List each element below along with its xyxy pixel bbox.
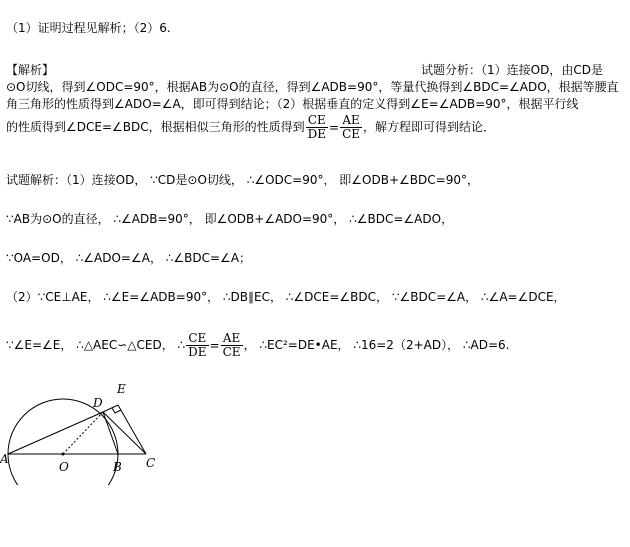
segment-dc: [103, 412, 146, 454]
fraction-denominator: DE: [307, 127, 327, 141]
segment-de: [103, 405, 118, 412]
label-b: B: [113, 460, 122, 474]
segment-od: [63, 412, 103, 454]
segment-db: [103, 412, 118, 454]
label-o: O: [59, 460, 69, 474]
geometry-figure: [0, 375, 180, 485]
analysis-line-4: [6, 113, 495, 142]
analysis-line-1: 试题分析：（1）连接OD，由CD是: [421, 63, 603, 77]
solution-line-5: [6, 330, 509, 361]
solution-line-5a: ∵∠E=∠E， ∴△AEC∽△CED， ∴: [6, 338, 186, 352]
segment-ec: [118, 405, 146, 454]
fraction-denominator: DE: [188, 345, 207, 359]
label-a: A: [0, 452, 9, 466]
fraction-denominator: CE: [342, 127, 361, 141]
analysis-fraction-ce-de: [306, 114, 328, 141]
fraction-numerator: AE: [221, 332, 243, 346]
point-o: [62, 453, 65, 456]
solution-line-4: （2）∵CE⊥AE， ∴∠E=∠ADB=90°， ∴DB∥EC， ∴∠DCE=∠BDC， ∵∠BDC=∠A， ∴∠A=∠DCE，: [6, 290, 566, 304]
analysis-line-2: ⊙O切线，得到∠ODC=90°，根据AB为⊙O的直径，得到∠ADB=90°，等量代换得到∠BDC=∠ADO，根据等腰直: [6, 80, 619, 94]
analysis-line-4a: 的性质得到∠DCE=∠BDC，根据相似三角形的性质得到: [6, 120, 305, 134]
fraction-denominator: CE: [222, 345, 241, 359]
solution-fraction-ae-ce: [221, 332, 243, 359]
fraction-numerator: CE: [186, 332, 208, 346]
segment-ad: [8, 412, 103, 454]
solution-line-2: ∵AB为⊙O的直径， ∴∠ADB=90°， 即∠ODB+∠ADO=90°， ∴∠BDC=∠ADO，: [6, 212, 454, 226]
label-e: E: [117, 382, 126, 396]
label-c: C: [146, 456, 156, 470]
analysis-line-3: 角三角形的性质得到∠ADO=∠A，即可得到结论；（2）根据垂直的定义得到∠E=∠ADB=90°，根据平行线: [6, 97, 579, 111]
solution-fraction-ce-de: [186, 332, 208, 359]
fraction-numerator: AE: [340, 114, 362, 128]
equals-sign: =: [209, 338, 220, 353]
solution-line-5b: ， ∴EC²=DE•AE， ∴16=2（2+AD）， ∴AD=6.: [243, 338, 510, 352]
equals-sign: =: [329, 120, 340, 135]
answer-line: （1）证明过程见解析；（2）6.: [6, 21, 171, 35]
analysis-fraction-ae-ce: [340, 114, 362, 141]
fraction-numerator: CE: [306, 114, 328, 128]
solution-line-1: 试题解析：（1）连接OD， ∵CD是⊙O切线， ∴∠ODC=90°， 即∠ODB+∠BDC=90°，: [6, 173, 479, 187]
jiexi-label: 【解析】: [6, 63, 55, 77]
analysis-line-4b: ，解方程即可得到结论．: [363, 120, 496, 134]
label-d: D: [93, 396, 103, 410]
solution-line-3: ∵OA=OD， ∴∠ADO=∠A， ∴∠BDC=∠A；: [6, 251, 252, 265]
